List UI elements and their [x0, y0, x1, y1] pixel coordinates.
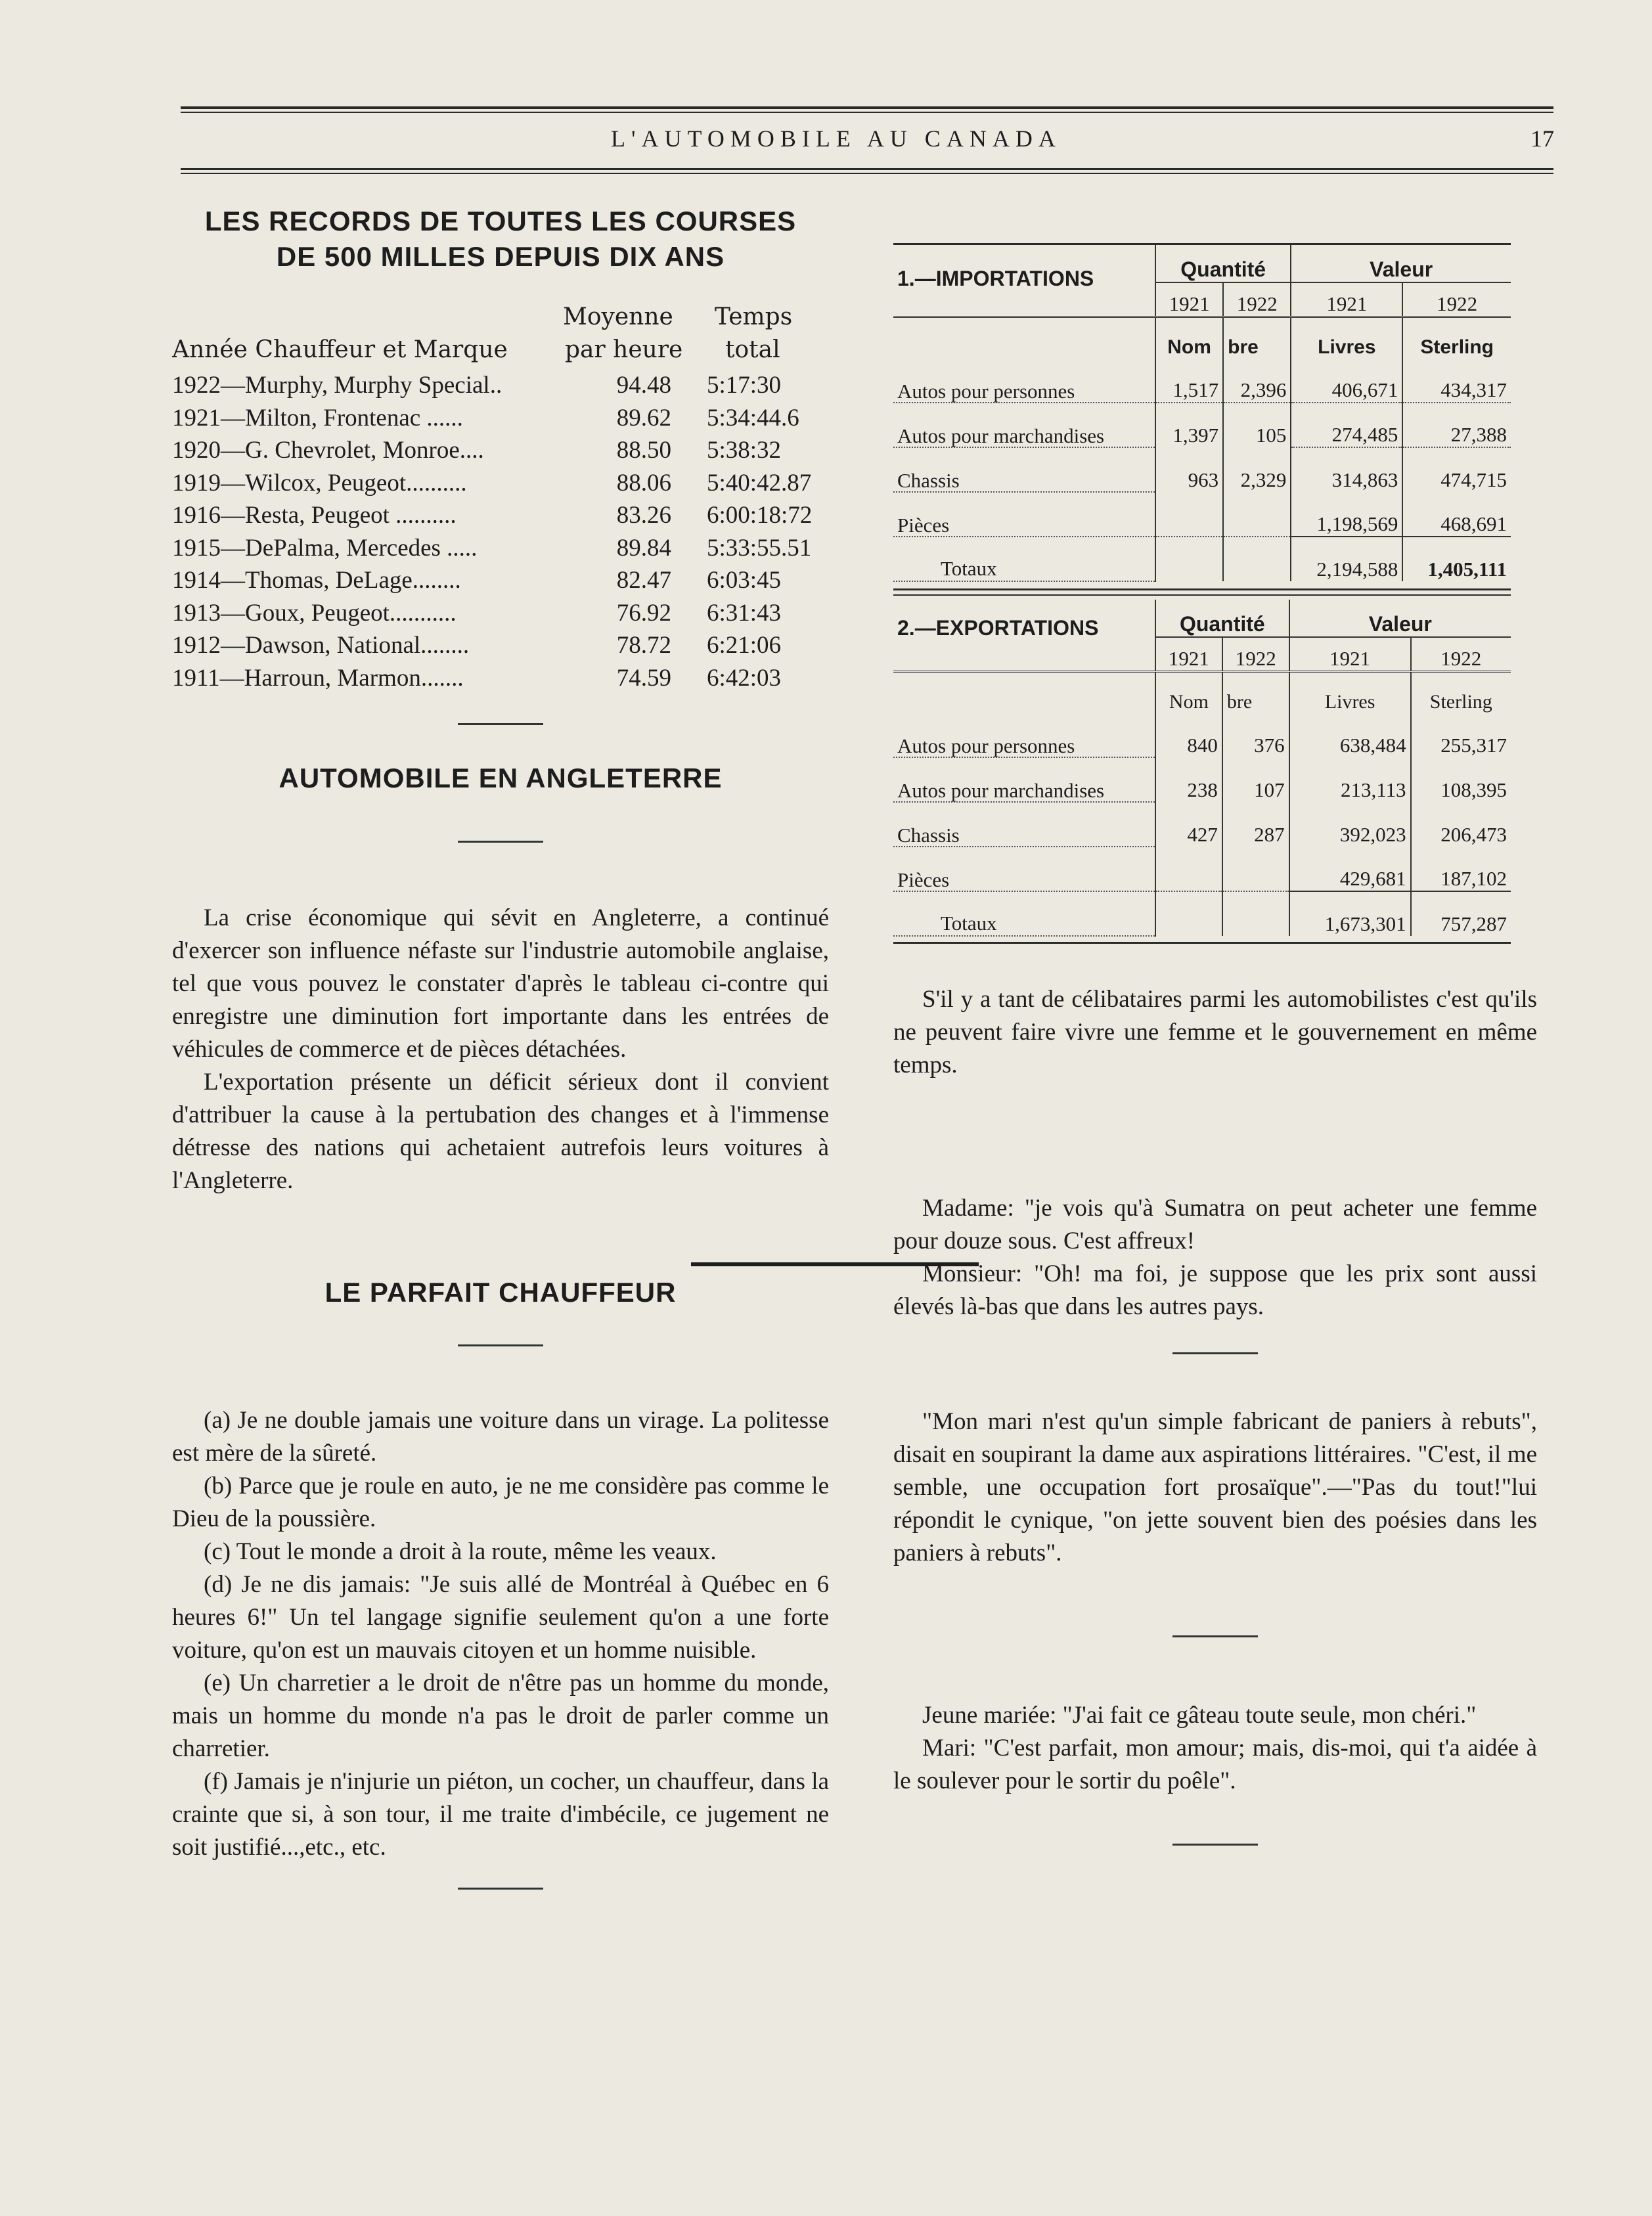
- year-header: 1922: [1402, 282, 1511, 317]
- unit-label: Sterling: [1411, 672, 1511, 714]
- chauffeur-item-e: (e) Un charretier a le droit de n'être pas un homme du monde, mais un homme du monde n'a pas le droit de parler comme un charretier.: [172, 1670, 829, 1762]
- units-spacer: [893, 672, 1155, 714]
- exportations-title: 2.—EXPORTATIONS: [897, 616, 1099, 640]
- section-divider: [1172, 1635, 1258, 1637]
- table-separator-rule: [893, 594, 1511, 596]
- sumatra-line-2: Monsieur: "Oh! ma foi, je suppose que les prix sont aussi élevés là-bas que dans les autres pays.: [893, 1260, 1537, 1320]
- section-divider: [1172, 1844, 1258, 1846]
- celibataires-text: S'il y a tant de célibataires parmi les automobilistes c'est qu'ils ne peuvent faire vivre une femme et le gouvernement en même temps.: [893, 986, 1537, 1078]
- chauffeur-item-f: (f) Jamais je n'injurie un piéton, un cocher, un chauffeur, dans la crainte que si, à son tour, il me traite d'imbécile, ce jugement ne soit justifié...,etc., etc.: [172, 1768, 829, 1861]
- header-rule-bottom: [181, 168, 1553, 170]
- chauffeur-title: LE PARFAIT CHAUFFEUR: [324, 1277, 677, 1308]
- record-row: 1912—Dawson, National........ 78.72 6:21:06: [172, 632, 782, 659]
- year-header: 1921: [1155, 637, 1222, 672]
- left-column: [172, 204, 829, 1890]
- totals-row: Totaux 2,194,588 1,405,111: [893, 537, 1511, 581]
- paniers-text: "Mon mari n'est qu'un simple fabricant de paniers à rebuts", disait en soupirant la dame aux aspirations littéraires. "C'est, il me semble, une occupation fort prosaïque".—"Pas du tout!"lui répondit le cynique, "on jette souvent bien des poésies dans les paniers à rebuts".: [893, 1408, 1537, 1566]
- table-row: Autos pour marchandises 1,397 105 274,485 27,388: [893, 403, 1511, 447]
- record-row: 1913—Goux, Peugeot........... 76.92 6:31:43: [172, 599, 782, 627]
- chauffeur-item-d: (d) Je ne dis jamais: "Je suis allé de Montréal à Québec en 6 heures 6!" Un tel langage signifie seulement qu'on a une forte voiture, qu'on est un mauvais citoyen et un homme nuisible.: [172, 1571, 829, 1664]
- record-row: 1916—Resta, Peugeot .......... 83.26 6:00:18:72: [172, 502, 813, 529]
- chauffeur-item-b: (b) Parce que je roule en auto, je ne me considère pas comme le Dieu de la poussière.: [172, 1473, 829, 1532]
- page-number: 17: [1530, 125, 1554, 152]
- unit-label: Livres: [1289, 672, 1411, 714]
- sumatra-joke: [893, 1192, 1537, 1323]
- year-header: 1922: [1222, 637, 1289, 672]
- header-rule-top-thin: [181, 112, 1553, 113]
- header-rule-top: [181, 106, 1553, 109]
- right-column: [893, 243, 1537, 1846]
- record-row: 1914—Thomas, DeLage........ 82.47 6:03:45: [172, 567, 782, 594]
- records-column-headers: [172, 303, 829, 369]
- year-header: 1921: [1155, 282, 1223, 317]
- units-spacer: [893, 317, 1155, 359]
- record-row: 1920—G. Chevrolet, Monroe.... 88.50 5:38:32: [172, 437, 782, 464]
- unit-label: Nom: [1155, 317, 1223, 359]
- qty-header: Quantité: [1155, 600, 1289, 637]
- header-rule-bottom-thin: [181, 173, 1553, 174]
- records-title-line1: LES RECORDS DE TOUTES LES COURSES: [204, 206, 797, 236]
- angleterre-paragraph-2: L'exportation présente un déficit sérieux dont il convient d'attribuer la cause à la pertubation des changes et à l'immense détresse des nations qui achetaient autrefois leurs voitures à l'Angleterre.: [172, 1069, 829, 1194]
- header-time-line1: Temps: [715, 303, 793, 330]
- records-list: [172, 369, 829, 694]
- header-avg-line1: Moyenne: [563, 303, 673, 330]
- section-divider: [1172, 1352, 1258, 1354]
- table-separator-rule: [893, 588, 1511, 590]
- header-time-line2: total: [725, 336, 780, 363]
- record-row: 1921—Milton, Frontenac ...... 89.62 5:34:44.6: [172, 404, 799, 432]
- record-row: 1915—DePalma, Mercedes ..... 89.84 5:33:55.51: [172, 534, 812, 562]
- table-top-rule: [893, 243, 1511, 245]
- records-title-line2: DE 500 MILLES DEPUIS DIX ANS: [276, 241, 725, 272]
- record-row: 1922—Murphy, Murphy Special.. 94.48 5:17:30: [172, 372, 782, 399]
- celibataires-joke: [893, 983, 1537, 1082]
- exportations-table: [893, 600, 1511, 937]
- angleterre-title: AUTOMOBILE EN ANGLETERRE: [279, 763, 723, 793]
- record-row: 1919—Wilcox, Peugeot.......... 88.06 5:40:42.87: [172, 469, 812, 497]
- angleterre-paragraph-1: La crise économique qui sévit en Angleterre, a continué d'exercer son influence néfaste sur l'industrie automobile anglaise, tel que vous pouvez le constater d'après le tableau ci-contre qui enregistre une diminution fort importante dans les entrées de véhicules de commerce et de pièces détachées.: [172, 904, 829, 1063]
- header-entry: Année Chauffeur et Marque: [172, 336, 508, 363]
- year-header: 1922: [1411, 637, 1511, 672]
- unit-label: bre: [1223, 317, 1291, 359]
- table-row: Pièces 429,681 187,102: [893, 847, 1511, 891]
- sumatra-line-1: Madame: "je vois qu'à Sumatra on peut acheter une femme pour douze sous. C'est affreux!: [893, 1195, 1537, 1254]
- table-row: Autos pour personnes 840 376 638,484 255,317: [893, 713, 1511, 757]
- importations-title: 1.—IMPORTATIONS: [897, 267, 1094, 290]
- section-divider: [458, 723, 543, 725]
- year-header: 1921: [1289, 637, 1411, 672]
- unit-label: bre: [1222, 672, 1289, 714]
- paniers-joke: [893, 1406, 1537, 1570]
- year-header: 1921: [1291, 282, 1402, 317]
- table-bottom-rule: [893, 942, 1511, 944]
- table-row: Pièces 1,198,569 468,691: [893, 492, 1511, 537]
- unit-label: Nom: [1155, 672, 1222, 714]
- gateau-line-1: Jeune mariée: "J'ai fait ce gâteau toute seule, mon chéri.": [922, 1702, 1477, 1729]
- record-row: 1911—Harroun, Marmon....... 74.59 6:42:03: [172, 664, 782, 692]
- section-divider: [458, 1888, 543, 1890]
- unit-label: Sterling: [1402, 317, 1511, 359]
- year-header: 1922: [1223, 282, 1291, 317]
- running-head: L'AUTOMOBILE AU CANADA: [611, 125, 1061, 152]
- value-header: Valeur: [1289, 600, 1511, 637]
- chauffeur-item-c: (c) Tout le monde a droit à la route, même les veaux.: [204, 1538, 717, 1565]
- table-row: Chassis 963 2,329 314,863 474,715: [893, 447, 1511, 492]
- table-row: Chassis 427 287 392,023 206,473: [893, 802, 1511, 847]
- table-row: Autos pour personnes 1,517 2,396 406,671 434,317: [893, 359, 1511, 403]
- table-row: Autos pour marchandises 238 107 213,113 108,395: [893, 757, 1511, 802]
- gateau-line-2: Mari: "C'est parfait, mon amour; mais, dis-moi, qui t'a aidée à le soulever pour le sortir du poêle".: [893, 1735, 1537, 1794]
- chauffeur-item-a: (a) Je ne double jamais une voiture dans un virage. La politesse est mère de la sûreté.: [172, 1407, 829, 1467]
- qty-header: Quantité: [1155, 245, 1291, 282]
- totals-row: Totaux 1,673,301 757,287: [893, 891, 1511, 936]
- importations-table: [893, 245, 1511, 582]
- records-title: [172, 204, 829, 275]
- header-avg-line2: par heure: [565, 336, 683, 363]
- value-header: Valeur: [1291, 245, 1511, 282]
- unit-label: Livres: [1291, 317, 1402, 359]
- gateau-joke: [893, 1699, 1537, 1798]
